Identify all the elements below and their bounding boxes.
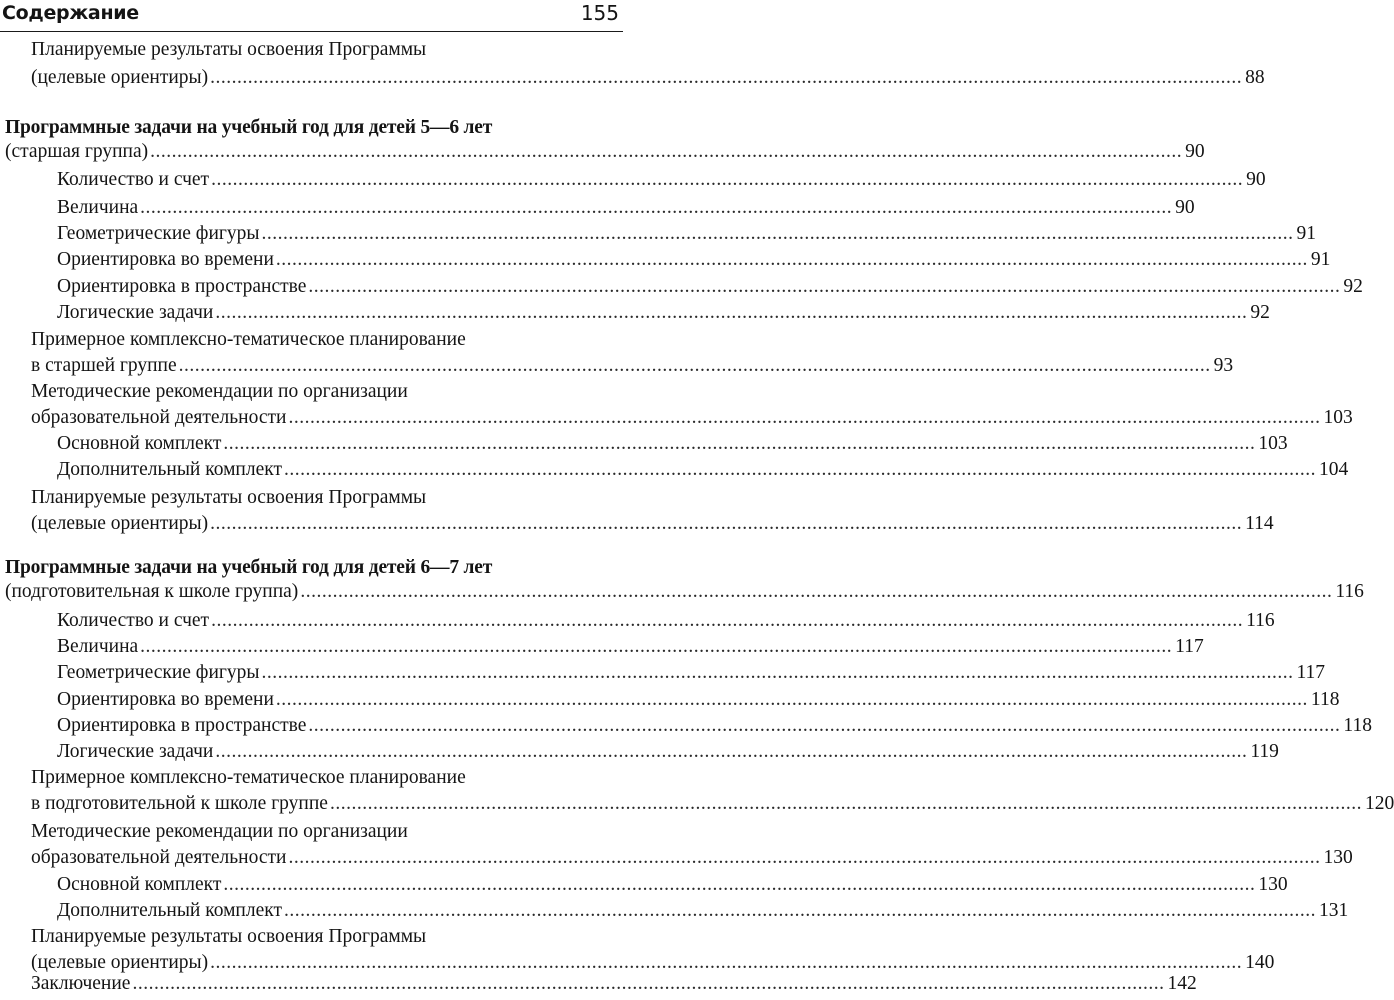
toc-entry-title: Планируемые результаты освоения Программы [31,487,427,508]
toc-entry-title: Планируемые результаты освоения Программы [31,39,427,60]
toc-page-number: 142 [1167,973,1197,994]
toc-entry[interactable] [31,38,1265,94]
leader-dots [132,972,1164,996]
toc-page-number: 114 [1245,513,1274,534]
toc-entry-title: Ориентировка во времени [57,249,274,270]
toc-entry[interactable] [57,432,1288,460]
toc-entry[interactable] [31,380,1353,436]
toc-entry-title: Методические рекомендации по организации [31,821,408,842]
leader-dots [140,635,1172,659]
toc-entry[interactable] [57,714,1372,742]
toc-entry-title: Количество и счет [57,610,210,631]
toc-entry-title: Геометрические фигуры [57,662,260,683]
leader-dots [211,168,1243,192]
toc-entry-title-cont: в подготовительной к школе группе [31,793,328,814]
leader-dots [261,661,1293,685]
toc-page-number: 92 [1343,276,1363,297]
leader-dots [150,140,1182,164]
toc-entry-title-cont: (целевые ориентиры) [31,67,209,88]
toc-entry[interactable] [5,580,1364,608]
toc-entry[interactable] [31,328,1234,384]
toc-entry-title: Ориентировка во времени [57,689,274,710]
leader-dots [223,873,1255,897]
toc-entry[interactable] [57,609,1275,637]
toc-entry[interactable] [57,196,1195,224]
section-heading[interactable]: Программные задачи на учебный год для детей 6—7 лет [5,557,493,578]
section-heading[interactable]: Программные задачи на учебный год для детей 5—6 лет [5,117,493,138]
toc-entry[interactable] [57,740,1279,768]
toc-entry-title: Дополнительный комплект [57,900,282,921]
toc-entry-title: Геометрические фигуры [57,223,260,244]
toc-entry-title: Количество и счет [57,169,210,190]
toc-entry-title: Ориентировка в пространстве [57,276,307,297]
toc-entry[interactable] [57,222,1316,250]
toc-page-number: 90 [1185,141,1205,162]
toc-page-number: 117 [1296,662,1326,683]
toc-entry-title-cont: (целевые ориентиры) [31,952,209,973]
page-title: Содержание [2,2,139,24]
toc-page-number: 118 [1343,715,1372,736]
toc-entry-title: Величина [57,636,139,657]
toc-entry-title-cont: в старшей группе [31,355,177,376]
toc-page-number: 120 [1364,793,1394,814]
toc-entry[interactable] [57,688,1340,716]
toc-page-number: 93 [1213,355,1234,376]
leader-dots [300,580,1332,604]
toc-entry-title: Величина [57,197,139,218]
leader-dots [210,66,1242,90]
toc-entry[interactable] [31,486,1274,542]
toc-entry-title: Основной комплект [57,874,222,895]
toc-entry-title: Дополнительный комплект [57,459,282,480]
toc-entry-title: (старшая группа) [5,141,149,162]
leader-dots [308,275,1340,299]
toc-page-number: 116 [1335,581,1364,602]
toc-page-number: 117 [1175,636,1204,657]
leader-dots [284,458,1316,482]
toc-entry-title: Примерное комплексно-тематическое планирование [31,767,466,788]
leader-dots [223,432,1255,456]
page-number: 155 [580,1,619,25]
toc-page-number: 119 [1250,741,1279,762]
toc-page-number: 88 [1245,67,1265,88]
leader-dots [179,354,1211,378]
toc-page-number: 140 [1245,952,1275,973]
leader-dots [211,609,1243,633]
leader-dots [215,301,1247,325]
toc-entry-title: Заключение [31,973,131,994]
toc-entry-title: Логические задачи [57,302,214,323]
leader-dots [215,740,1247,764]
toc-entry[interactable] [57,899,1349,927]
toc-entry[interactable] [57,635,1204,663]
toc-entry-title: Логические задачи [57,741,214,762]
toc-page-number: 92 [1250,302,1270,323]
toc-entry-title: Ориентировка в пространстве [57,715,307,736]
toc-entry[interactable] [31,820,1353,876]
toc-entry[interactable] [57,248,1331,276]
toc-entry[interactable] [57,275,1363,303]
leader-dots [330,792,1362,816]
toc-entry[interactable] [31,972,1197,1000]
leader-dots [284,899,1316,923]
leader-dots [276,248,1308,272]
toc-entry-title-cont: (целевые ориентиры) [31,513,209,534]
toc-page-number: 90 [1175,197,1195,218]
toc-entry[interactable] [57,873,1288,901]
toc-entry-title: Основной комплект [57,433,222,454]
leader-dots [288,846,1320,870]
toc-entry-title: Методические рекомендации по организации [31,381,408,402]
leader-dots [140,196,1172,220]
leader-dots [210,512,1242,536]
toc-entry-title: Примерное комплексно-тематическое планирование [31,329,466,350]
toc-entry-title-cont: образовательной деятельности [31,407,287,428]
toc-entry[interactable] [31,766,1394,822]
toc-entry[interactable] [57,301,1270,329]
toc-page-number: 91 [1310,249,1331,270]
toc-page-number: 91 [1296,223,1316,244]
toc-entry[interactable] [57,168,1266,196]
toc-entry[interactable] [57,661,1326,689]
toc-page-number: 130 [1258,874,1288,895]
leader-dots [308,714,1340,738]
toc-entry-title: (подготовительная к школе группа) [5,581,299,602]
toc-entry-title: Планируемые результаты освоения Программы [31,926,427,947]
leader-dots [288,406,1320,430]
toc-page-number: 116 [1246,610,1275,631]
toc-page-number: 103 [1258,433,1288,454]
toc-entry[interactable] [5,140,1205,168]
leader-dots [261,222,1293,246]
toc-entry[interactable] [57,458,1349,486]
toc-page-number: 104 [1319,459,1349,480]
running-header [0,0,623,32]
toc-page-number: 103 [1323,407,1353,428]
toc-page-number: 131 [1319,900,1349,921]
leader-dots [276,688,1308,712]
toc-page-number: 130 [1323,847,1353,868]
toc-page-number: 90 [1246,169,1266,190]
toc-page-number: 118 [1310,689,1340,710]
toc-entry-title-cont: образовательной деятельности [31,847,287,868]
